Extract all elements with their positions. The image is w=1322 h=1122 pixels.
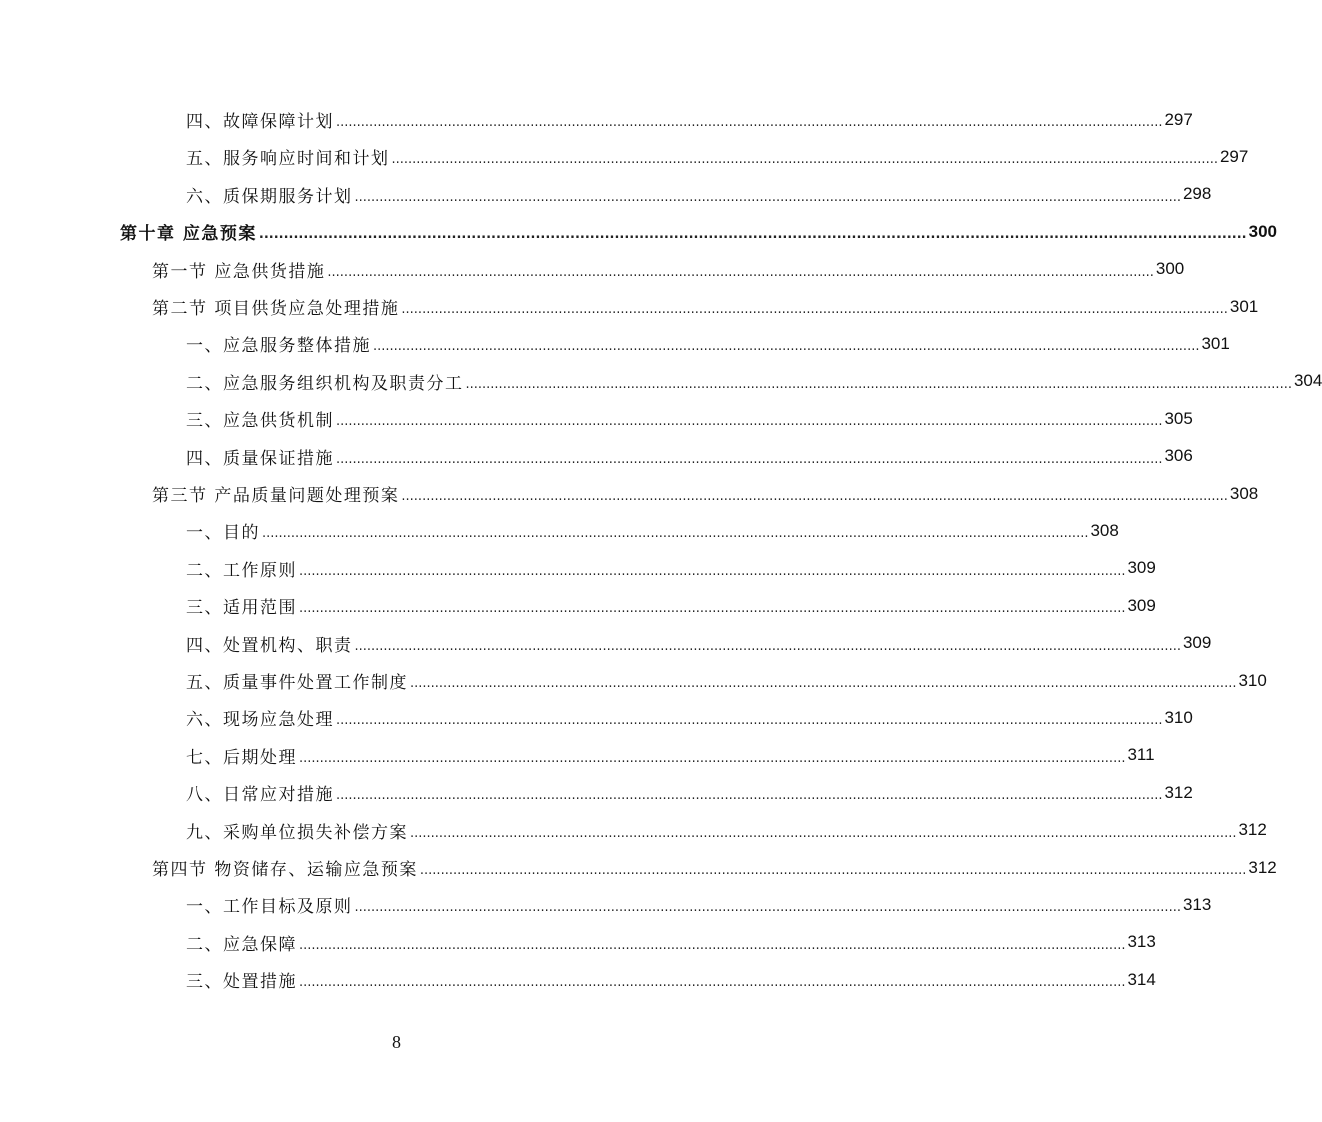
- toc-entry-title: 一、应急服务整体措施: [186, 336, 371, 357]
- dot-leader: ........................................................................................................................................................................................................: [410, 676, 1237, 691]
- dot-leader: ........................................................................................................................................................................................................: [354, 900, 1181, 916]
- toc-entry-title: 第三节 产品质量问题处理预案: [152, 486, 400, 506]
- dot-leader: ........................................................................................................................................................................................................: [336, 414, 1163, 430]
- dot-leader: ........................................................................................................................................................................................................: [336, 788, 1163, 804]
- toc-subsection-entry[interactable]: [186, 400, 1193, 437]
- toc-entry-page: 310: [1238, 670, 1267, 690]
- toc-entry-title: 二、应急服务组织机构及职责分工: [186, 373, 464, 394]
- page-number: 8: [392, 1032, 401, 1052]
- toc-subsection-entry[interactable]: [186, 812, 1267, 849]
- dot-leader: ........................................................................................................................................................................................................: [258, 227, 1247, 243]
- dot-leader: ........................................................................................................................................................................................................: [299, 601, 1126, 617]
- toc-section-entry[interactable]: [152, 288, 1259, 325]
- toc-subsection-entry[interactable]: [186, 101, 1193, 138]
- toc-subsection-entry[interactable]: [186, 737, 1155, 774]
- toc-entry-title: 九、采购单位损失补偿方案: [186, 822, 408, 843]
- toc-entry-title: 四、故障保障计划: [186, 112, 334, 132]
- toc-entry-title: 第十章 应急预案: [120, 224, 257, 245]
- toc-subsection-entry[interactable]: [186, 662, 1267, 699]
- toc-subsection-entry[interactable]: [186, 176, 1212, 213]
- toc-entry-title: 一、目的: [186, 523, 260, 544]
- toc-entry-page: 313: [1127, 932, 1156, 952]
- toc-entry-page: 312: [1248, 857, 1277, 877]
- toc-entry-page: 306: [1164, 446, 1193, 466]
- toc-entry-title: 八、日常应对措施: [186, 785, 334, 806]
- dot-leader: ........................................................................................................................................................................................................: [401, 489, 1228, 504]
- toc-entry-title: 第四节 物资储存、运输应急预案: [152, 860, 418, 880]
- toc-entry-page: 312: [1238, 820, 1267, 840]
- toc-entry-title: 三、处置措施: [186, 972, 297, 993]
- dot-leader: ........................................................................................................................................................................................................: [327, 264, 1154, 280]
- toc-entry-page: 308: [1229, 483, 1259, 503]
- toc-section-entry[interactable]: [152, 849, 1277, 886]
- toc-entry-page: 304: [1293, 371, 1322, 391]
- toc-entry-page: 300: [1248, 221, 1277, 241]
- toc-subsection-entry[interactable]: [186, 774, 1193, 811]
- toc-entry-page: 297: [1219, 146, 1249, 166]
- toc-entry-title: 一、工作目标及原则: [186, 897, 353, 918]
- toc-entry-title: 二、应急保障: [186, 934, 297, 955]
- toc-entry-page: 310: [1164, 707, 1193, 727]
- toc-entry-title: 三、适用范围: [186, 598, 297, 619]
- dot-leader: ........................................................................................................................................................................................................: [336, 451, 1163, 467]
- toc-entry-page: 308: [1090, 520, 1119, 540]
- toc-entry-page: 300: [1155, 259, 1185, 279]
- toc-entry-page: 309: [1127, 558, 1156, 578]
- dot-leader: ........................................................................................................................................................................................................: [262, 526, 1089, 542]
- toc-entry-page: 312: [1164, 782, 1193, 802]
- toc-entry-title: 第一节 应急供货措施: [152, 261, 326, 282]
- toc-subsection-entry[interactable]: [186, 550, 1156, 587]
- toc-subsection-entry[interactable]: [186, 363, 1322, 400]
- toc-entry-page: 305: [1164, 408, 1193, 428]
- toc-entry-page: 314: [1127, 969, 1156, 989]
- dot-leader: ........................................................................................................................................................................................................: [419, 863, 1247, 878]
- toc-subsection-entry[interactable]: [186, 325, 1230, 362]
- toc-entry-page: 309: [1127, 595, 1156, 615]
- toc-entry-title: 五、质量事件处置工作制度: [186, 673, 408, 693]
- toc-entry-page: 311: [1127, 745, 1155, 765]
- dot-leader: ........................................................................................................................................................................................................: [465, 376, 1292, 392]
- dot-leader: ........................................................................................................................................................................................................: [391, 152, 1218, 168]
- dot-leader: ........................................................................................................................................................................................................: [373, 339, 1200, 355]
- dot-leader: ........................................................................................................................................................................................................: [354, 638, 1181, 654]
- toc-entry-title: 五、服务响应时间和计划: [186, 149, 390, 170]
- toc-entry-page: 297: [1164, 109, 1193, 129]
- toc-entry-title: 三、应急供货机制: [186, 411, 334, 432]
- toc-entry-title: 第二节 项目供货应急处理措施: [152, 299, 400, 319]
- dot-leader: ........................................................................................................................................................................................................: [299, 750, 1126, 766]
- dot-leader: ........................................................................................................................................................................................................: [299, 975, 1126, 991]
- dot-leader: ........................................................................................................................................................................................................: [336, 713, 1163, 729]
- dot-leader: ........................................................................................................................................................................................................: [299, 563, 1126, 579]
- toc-entry-page: 301: [1229, 296, 1259, 316]
- toc-subsection-entry[interactable]: [186, 699, 1193, 736]
- toc-entry-page: 301: [1201, 333, 1230, 353]
- toc-entry-title: 四、处置机构、职责: [186, 635, 353, 656]
- toc-subsection-entry[interactable]: [186, 924, 1156, 961]
- toc-subsection-entry[interactable]: [186, 138, 1249, 175]
- dot-leader: ........................................................................................................................................................................................................: [336, 115, 1163, 130]
- toc-entry-title: 七、后期处理: [186, 747, 297, 768]
- toc-section-entry[interactable]: [152, 251, 1185, 288]
- toc-section-entry[interactable]: [152, 475, 1259, 512]
- toc-subsection-entry[interactable]: [186, 438, 1193, 475]
- dot-leader: ........................................................................................................................................................................................................: [410, 825, 1237, 841]
- toc-subsection-entry[interactable]: [186, 961, 1156, 998]
- dot-leader: ........................................................................................................................................................................................................: [401, 302, 1228, 317]
- toc-chapter-entry[interactable]: [120, 213, 1277, 250]
- toc-entry-title: 二、工作原则: [186, 560, 297, 581]
- toc-subsection-entry[interactable]: [186, 512, 1119, 549]
- toc-subsection-entry[interactable]: [186, 625, 1212, 662]
- toc-entry-page: 309: [1182, 633, 1212, 653]
- toc-entry-page: 298: [1182, 184, 1212, 204]
- toc-subsection-entry[interactable]: [186, 587, 1156, 624]
- toc-entry-title: 六、现场应急处理: [186, 710, 334, 731]
- toc-entry-title: 四、质量保证措施: [186, 448, 334, 469]
- dot-leader: ........................................................................................................................................................................................................: [354, 189, 1181, 205]
- toc-entry-page: 313: [1182, 894, 1212, 914]
- toc-subsection-entry[interactable]: [186, 886, 1212, 923]
- dot-leader: ........................................................................................................................................................................................................: [299, 937, 1126, 953]
- toc-entry-title: 六、质保期服务计划: [186, 186, 353, 207]
